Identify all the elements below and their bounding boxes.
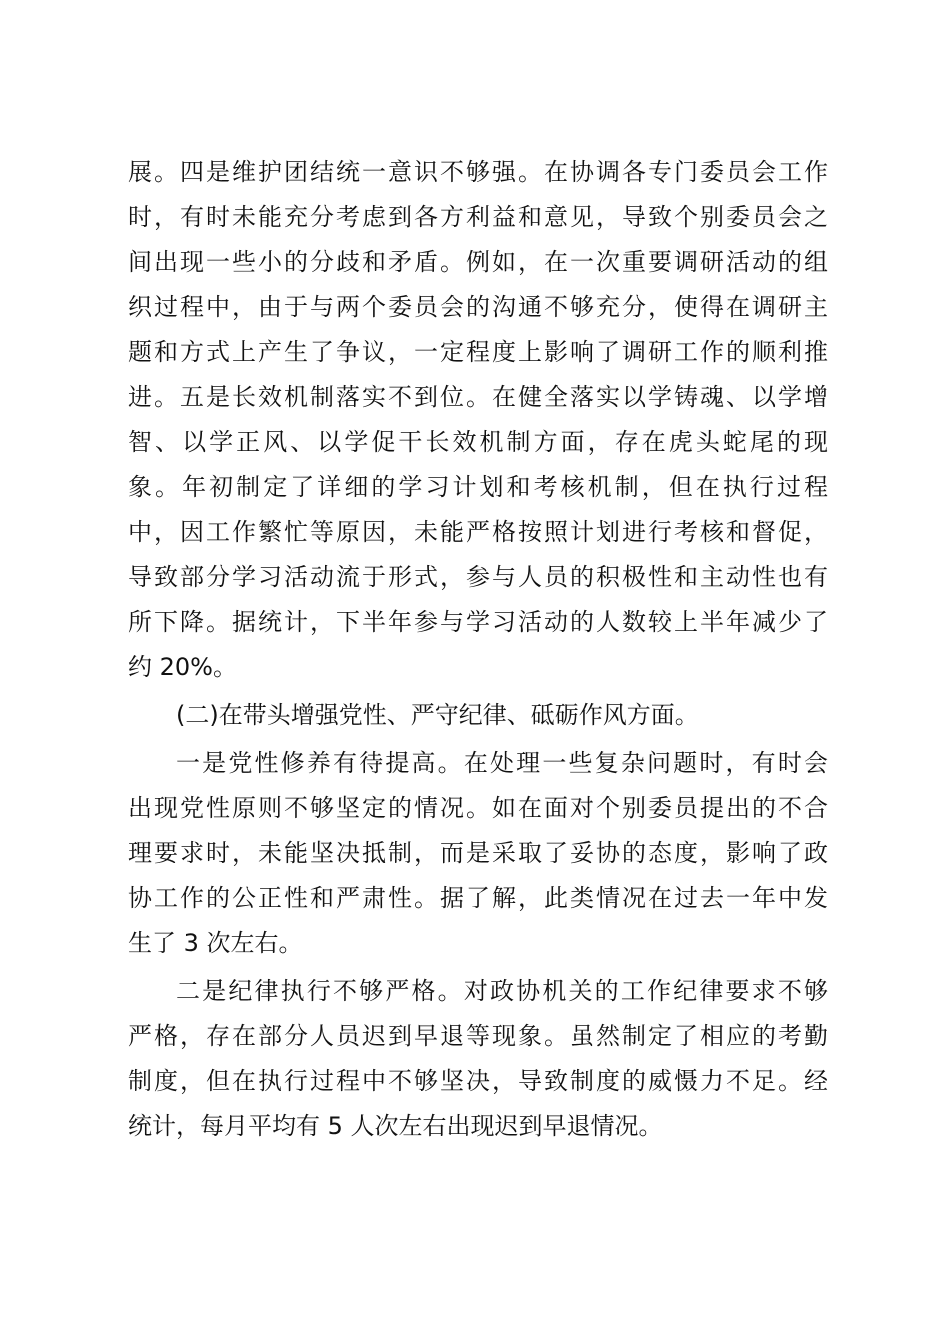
text-line: 展。四是维护团结统一意识不够强。在协调各专门委员会工作 — [128, 158, 828, 186]
text-line: 二是纪律执行不够严格。对政协机关的工作纪律要求不够 — [176, 977, 828, 1005]
text-line: 理要求时，未能坚决抵制，而是采取了妥协的态度，影响了政 — [128, 839, 828, 867]
text-line: 象。年初制定了详细的学习计划和考核机制，但在执行过程 — [128, 473, 828, 501]
text-line: 出现党性原则不够坚定的情况。如在面对个别委员提出的不合 — [128, 794, 828, 822]
text-line: 题和方式上产生了争议，一定程度上影响了调研工作的顺利推 — [128, 338, 828, 366]
text-line: 约 20%。 — [128, 653, 237, 681]
text-line: 所下降。据统计，下半年参与学习活动的人数较上半年减少了 — [128, 608, 828, 636]
text-line: 导致部分学习活动流于形式，参与人员的积极性和主动性也有 — [128, 563, 828, 591]
paragraph-3 — [128, 741, 828, 966]
text-line: 协工作的公正性和严肃性。据了解，此类情况在过去一年中发 — [128, 884, 828, 912]
text-line: 织过程中，由于与两个委员会的沟通不够充分，使得在调研主 — [128, 293, 828, 321]
paragraph-1 — [128, 150, 828, 690]
section-heading — [128, 693, 828, 738]
text-line: 间出现一些小的分歧和矛盾。例如，在一次重要调研活动的组 — [128, 248, 828, 276]
text-line: 中，因工作繁忙等原因，未能严格按照计划进行考核和督促， — [128, 518, 828, 546]
text-line: 统计，每月平均有 5 人次左右出现迟到早退情况。 — [128, 1112, 663, 1140]
section-heading-text: (二)在带头增强党性、严守纪律、砥砺作风方面。 — [176, 701, 699, 729]
text-line: 一是党性修养有待提高。在处理一些复杂问题时，有时会 — [176, 749, 828, 777]
text-line: 生了 3 次左右。 — [128, 929, 303, 957]
text-line: 智、以学正风、以学促干长效机制方面，存在虎头蛇尾的现 — [128, 428, 828, 456]
text-line: 进。五是长效机制落实不到位。在健全落实以学铸魂、以学增 — [128, 383, 828, 411]
paragraph-4 — [128, 969, 828, 1149]
text-line: 时，有时未能充分考虑到各方利益和意见，导致个别委员会之 — [128, 203, 828, 231]
document-body — [128, 150, 828, 1149]
text-line: 严格，存在部分人员迟到早退等现象。虽然制定了相应的考勤 — [128, 1022, 828, 1050]
text-line: 制度，但在执行过程中不够坚决，导致制度的威慑力不足。经 — [128, 1067, 828, 1095]
